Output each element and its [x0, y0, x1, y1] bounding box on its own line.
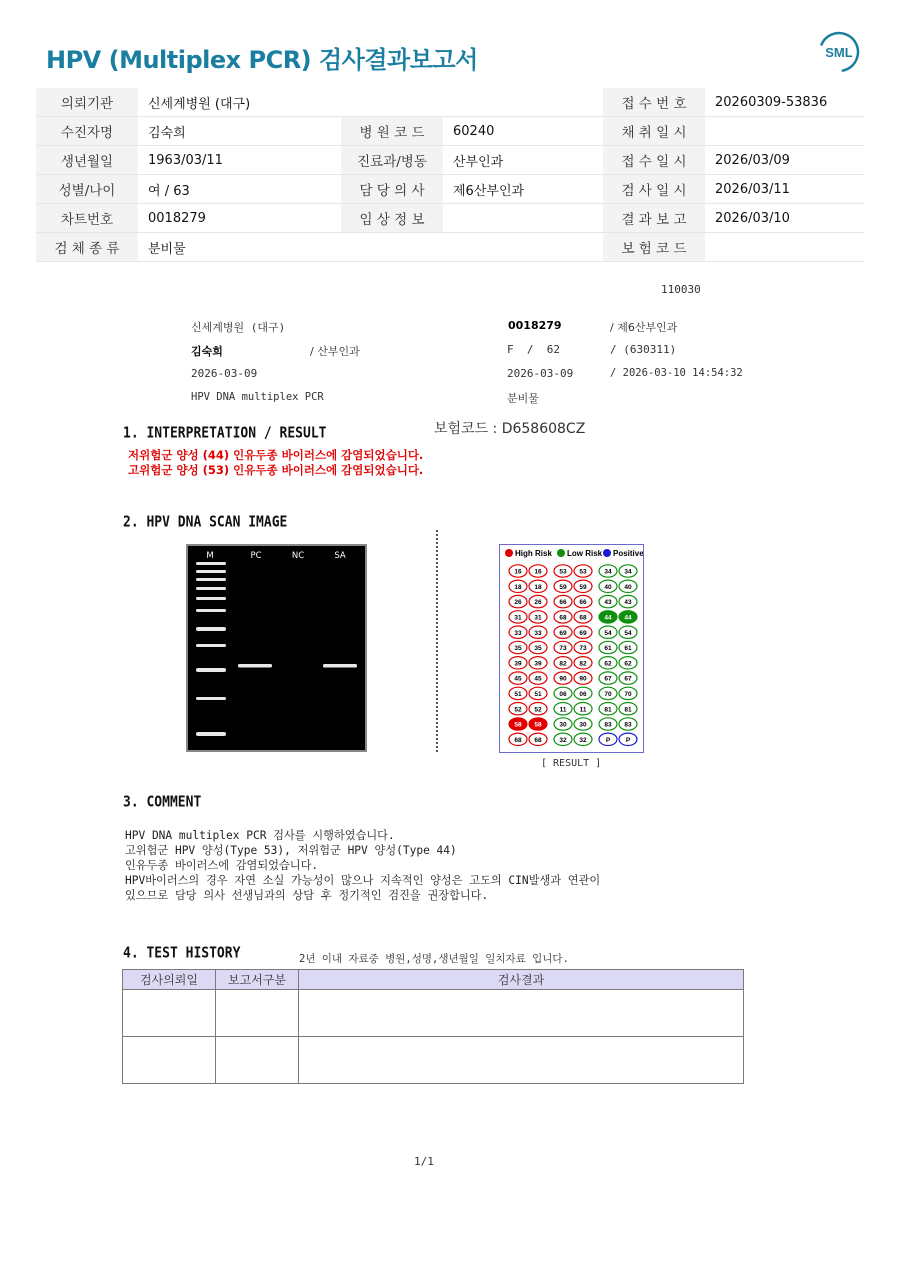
hpv-type-label: 66: [579, 599, 587, 607]
marker-band: [196, 609, 226, 612]
hpv-type-label: 26: [514, 599, 522, 607]
comment-line: 있으므로 담당 의사 선생님과의 상담 후 정기적인 검진을 권장합니다.: [125, 889, 489, 902]
label-test-date: 검 사 일 시: [603, 175, 705, 204]
value-insurance-code: [705, 233, 864, 262]
table-row: [123, 990, 744, 1037]
label-collection-date: 채 취 일 시: [603, 117, 705, 146]
hpv-type-label: 53: [579, 568, 587, 576]
value-clinical-info: [443, 204, 603, 233]
hpv-type-label: 44: [624, 614, 632, 622]
hpv-type-label: 18: [514, 583, 522, 591]
page-number: 1/1: [414, 1155, 434, 1168]
sa-band: [323, 664, 357, 668]
hpv-type-label: 11: [559, 706, 567, 714]
label-requester: 의뢰기관: [36, 88, 138, 117]
label-receipt-date: 접 수 일 시: [603, 146, 705, 175]
hpv-type-label: 59: [559, 583, 567, 591]
gel-svg: [188, 546, 365, 750]
hpv-type-label: 39: [514, 660, 522, 668]
grid-svg: [500, 545, 643, 752]
hpv-type-label: 31: [514, 614, 522, 622]
comment-block: [125, 828, 600, 903]
legend-dot-icon: [603, 549, 611, 557]
comment-line: HPV바이러스의 경우 자연 소실 가능성이 많으나 지속적인 양성은 고도의 CIN발생과 연관이: [125, 874, 601, 887]
scan-date1: 2026-03-09: [191, 367, 258, 380]
hpv-type-label: 16: [514, 568, 522, 576]
result-line-1: 저위험군 양성 (44) 인유두종 바이러스에 감염되었습니다.: [128, 448, 424, 462]
report-title: HPV (Multiplex PCR) 검사결과보고서: [46, 46, 478, 74]
label-chart-no: 차트번호: [36, 204, 138, 233]
value-specimen: 분비물: [138, 233, 603, 262]
hpv-type-label: 68: [534, 736, 542, 744]
hpv-type-label: 33: [514, 629, 522, 637]
value-birth: 1963/03/11: [138, 146, 341, 175]
hpv-type-label: 26: [534, 599, 542, 607]
label-specimen: 검 체 종 류: [36, 233, 138, 262]
hpv-type-label: 83: [604, 721, 612, 729]
result-line-2: 고위험군 양성 (53) 인유두종 바이러스에 감염되었습니다.: [128, 463, 424, 477]
hpv-type-label: 44: [604, 614, 612, 622]
legend-dot-icon: [557, 549, 565, 557]
value-requester: 신세계병원 (대구): [138, 88, 603, 117]
history-note: 2년 이내 자료중 병원,성명,생년월일 일치자료 입니다.: [299, 953, 569, 965]
hpv-result-grid: [499, 544, 644, 753]
divider-dotted: [436, 530, 438, 752]
value-test-date: 2026/03/11: [705, 175, 864, 204]
hpv-type-label: 54: [624, 629, 632, 637]
hpv-type-label: 45: [534, 675, 542, 683]
gel-lane-label-nc: NC: [291, 551, 305, 561]
hpv-type-label: 68: [559, 614, 567, 622]
hpv-type-label: 43: [624, 599, 632, 607]
label-hospital-code: 병 원 코 드: [341, 117, 443, 146]
scan-dept: / 산부인과: [310, 345, 360, 358]
scan-chart-no: 0018279: [508, 319, 562, 332]
value-chart-no: 0018279: [138, 204, 341, 233]
section-comment: 3. COMMENT: [123, 794, 202, 812]
value-hospital-code: 60240: [443, 117, 603, 146]
comment-line: 인유두종 바이러스에 감염되었습니다.: [125, 859, 319, 872]
hpv-type-label: 30: [559, 721, 567, 729]
hpv-type-label: 67: [604, 675, 612, 683]
marker-band: [196, 587, 226, 590]
hpv-type-label: P: [625, 736, 631, 744]
section-interpretation: 1. INTERPRETATION / RESULT: [123, 425, 327, 443]
hpv-type-label: 81: [604, 706, 612, 714]
gel-image: [186, 544, 367, 752]
scan-patient: 김숙희: [191, 345, 223, 358]
hpv-type-label: 58: [514, 721, 522, 729]
section-test-history: 4. TEST HISTORY: [123, 945, 241, 963]
hpv-type-label: 69: [559, 629, 567, 637]
hpv-type-label: 73: [559, 645, 567, 653]
label-sex-age: 성별/나이: [36, 175, 138, 204]
marker-band: [196, 644, 226, 647]
hpv-type-label: 32: [559, 736, 567, 744]
hpv-type-label: 70: [624, 691, 632, 698]
hpv-type-label: 34: [604, 568, 612, 576]
legend-label: Positive: [613, 549, 643, 558]
gel-lane-label-sa: SA: [334, 551, 346, 561]
history-header-result: 검사결과: [299, 970, 744, 990]
hpv-type-label: 67: [624, 675, 632, 683]
hpv-type-label: 82: [559, 660, 567, 668]
hpv-type-label: 68: [579, 614, 587, 622]
label-birth: 생년월일: [36, 146, 138, 175]
hpv-type-label: 32: [579, 736, 587, 744]
marker-band: [196, 562, 226, 565]
history-header-report-type: 보고서구분: [216, 970, 299, 990]
label-patient: 수진자명: [36, 117, 138, 146]
hpv-type-label: 06: [559, 691, 567, 698]
hpv-type-label: 82: [579, 660, 587, 668]
marker-band: [196, 597, 226, 600]
label-clinical-info: 임 상 정 보: [341, 204, 443, 233]
result-label: [ RESULT ]: [541, 758, 602, 769]
value-dept: 산부인과: [443, 146, 603, 175]
marker-band: [196, 627, 226, 631]
comment-line: HPV DNA multiplex PCR 검사를 시행하였습니다.: [125, 829, 395, 842]
comment-line: 고위험군 HPV 양성(Type 53), 저위험군 HPV 양성(Type 44): [125, 844, 457, 857]
value-collection-date: [705, 117, 864, 146]
pc-band: [238, 664, 272, 668]
patient-info-table: [36, 88, 864, 262]
marker-band: [196, 697, 226, 700]
scan-birth: / (630311): [610, 343, 677, 356]
hpv-type-label: 68: [514, 736, 522, 744]
hpv-type-label: 61: [604, 645, 612, 653]
hpv-type-label: 62: [604, 660, 612, 668]
hpv-type-label: 69: [579, 629, 587, 637]
hpv-type-label: 52: [514, 706, 522, 714]
scan-hospital: 신세계병원 (대구): [191, 321, 286, 334]
gel-lane-label-pc: PC: [250, 551, 262, 561]
scan-specimen: 분비물: [507, 392, 539, 405]
hpv-type-label: 73: [579, 645, 587, 653]
marker-band: [196, 570, 226, 573]
scan-code: 110030: [661, 283, 701, 296]
scan-sex-age: F / 62: [507, 343, 560, 356]
table-row: [123, 1037, 744, 1084]
hpv-type-label: 35: [514, 645, 522, 653]
value-doctor: 제6산부인과: [443, 175, 603, 204]
scan-insurance-code: 보험코드 : D658608CZ: [434, 421, 586, 437]
hpv-type-label: 39: [534, 660, 542, 668]
label-doctor: 담 당 의 사: [341, 175, 443, 204]
hpv-type-label: 43: [604, 599, 612, 607]
hpv-type-label: 90: [559, 675, 567, 683]
hpv-type-label: 59: [579, 583, 587, 591]
hpv-type-label: 70: [604, 691, 612, 698]
label-dept: 진료과/병동: [341, 146, 443, 175]
scan-date2: 2026-03-09: [507, 367, 574, 380]
value-receipt-date: 2026/03/09: [705, 146, 864, 175]
hpv-type-label: 51: [534, 691, 542, 698]
value-patient: 김숙희: [138, 117, 341, 146]
hpv-type-label: 62: [624, 660, 632, 668]
hpv-type-label: P: [605, 736, 611, 744]
history-header-request-date: 검사의뢰일: [123, 970, 216, 990]
hpv-type-label: 58: [534, 721, 542, 729]
hpv-type-label: 33: [534, 629, 542, 637]
scan-doctor: / 제6산부인과: [610, 321, 678, 334]
hpv-type-label: 34: [624, 568, 632, 576]
hpv-type-label: 52: [534, 706, 542, 714]
hpv-type-label: 45: [514, 675, 522, 683]
section-scan-image: 2. HPV DNA SCAN IMAGE: [123, 514, 288, 532]
hpv-type-label: 11: [579, 706, 587, 714]
hpv-type-label: 16: [534, 568, 542, 576]
value-report-date: 2026/03/10: [705, 204, 864, 233]
hpv-type-label: 30: [579, 721, 587, 729]
value-receipt-no: 20260309-53836: [705, 88, 864, 117]
hpv-type-label: 40: [624, 583, 632, 591]
svg-text:SML: SML: [825, 45, 853, 60]
hpv-type-label: 31: [534, 614, 542, 622]
hpv-type-label: 83: [624, 721, 632, 729]
hpv-type-label: 66: [559, 599, 567, 607]
legend-dot-icon: [505, 549, 513, 557]
gel-lane-label-m: M: [206, 551, 214, 561]
label-receipt-no: 접 수 번 호: [603, 88, 705, 117]
label-insurance-code: 보 험 코 드: [603, 233, 705, 262]
marker-band: [196, 578, 226, 581]
legend-label: Low Risk: [567, 549, 603, 558]
hpv-type-label: 06: [579, 691, 587, 698]
hpv-type-label: 53: [559, 568, 567, 576]
hpv-type-label: 18: [534, 583, 542, 591]
hpv-type-label: 40: [604, 583, 612, 591]
legend-label: High Risk: [515, 549, 552, 558]
hpv-type-label: 81: [624, 706, 632, 714]
hpv-type-label: 51: [514, 691, 522, 698]
hpv-type-label: 35: [534, 645, 542, 653]
marker-band: [196, 668, 226, 672]
hpv-type-label: 90: [579, 675, 587, 683]
history-table: [122, 969, 744, 1084]
hpv-type-label: 54: [604, 629, 612, 637]
scan-report-datetime: / 2026-03-10 14:54:32: [610, 367, 743, 379]
value-sex-age: 여 / 63: [138, 175, 341, 204]
label-report-date: 결 과 보 고: [603, 204, 705, 233]
sml-logo-icon: [818, 31, 860, 73]
hpv-type-label: 61: [624, 645, 632, 653]
scan-test-name: HPV DNA multiplex PCR: [191, 391, 324, 403]
marker-band: [196, 732, 226, 736]
